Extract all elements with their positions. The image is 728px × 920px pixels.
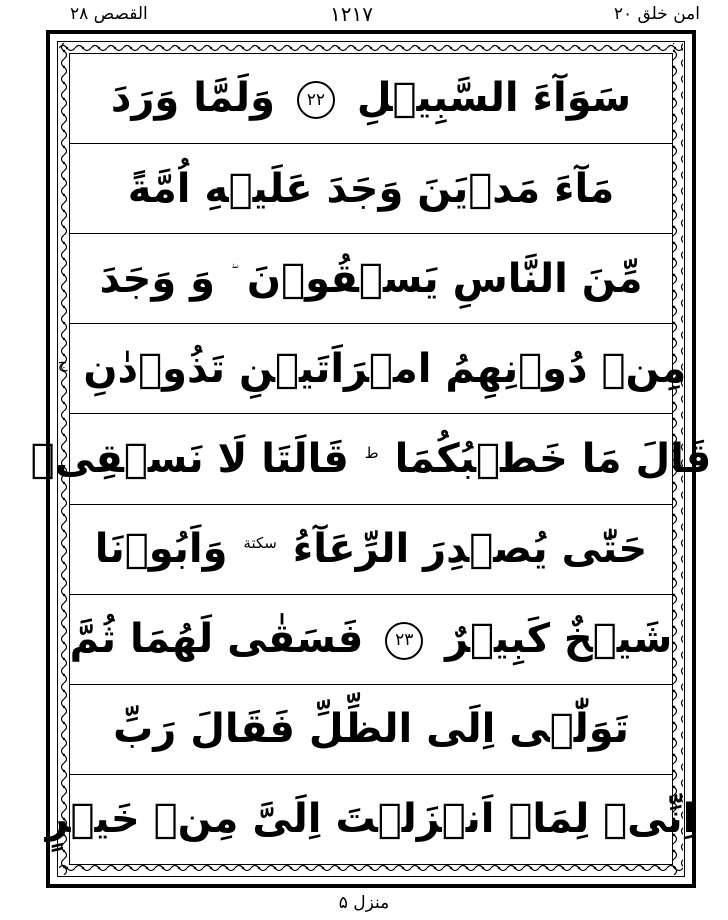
verse-line bbox=[70, 234, 672, 324]
line-text: شَيۡخٌ كَبِيۡرٌ bbox=[445, 615, 673, 662]
ayah-end-marker: ٢٢ bbox=[297, 81, 335, 119]
ayah-end-marker: ٢٣ bbox=[385, 622, 423, 660]
verse-lines bbox=[30, 53, 712, 865]
verse-line bbox=[70, 144, 672, 234]
line-text: سَوَآءَ السَّبِيۡلِ bbox=[356, 75, 632, 122]
verse-line bbox=[70, 595, 672, 685]
page-frame bbox=[30, 30, 712, 888]
waqf-sign: ط bbox=[364, 443, 379, 462]
line-text: مَآءَ مَدۡيَنَ وَجَدَ عَلَيۡهِ اُمَّةً bbox=[127, 165, 615, 212]
line-text: حَتّٰى يُصۡدِرَ الرِّعَآءُ bbox=[292, 526, 648, 573]
verse-line bbox=[70, 54, 672, 144]
line-text: مِّنَ النَّاسِ يَسۡقُوۡنَ bbox=[246, 255, 643, 302]
verse-line bbox=[70, 685, 672, 775]
surah-name: القصص ٢٨ bbox=[70, 4, 148, 24]
page-header bbox=[0, 0, 728, 30]
line-text: قَالَتَا لَا نَسۡقِىۡ bbox=[30, 435, 349, 482]
verse-line bbox=[70, 505, 672, 595]
juz-name: امن خلق ۲۰ bbox=[613, 4, 700, 24]
line-text: اِنِّىۡ لِمَاۤ اَنۡزَلۡتَ اِلَىَّ مِنۡ خَيۡرٍ bbox=[45, 796, 697, 843]
verse-line bbox=[57, 324, 687, 414]
manzil-label: منزل ۵ bbox=[338, 893, 390, 913]
line-text: قَالَ مَا خَطۡبُكُمَا bbox=[394, 435, 712, 482]
waqf-sign: ج bbox=[57, 353, 68, 372]
verse-line bbox=[45, 775, 697, 864]
line-text: وَ وَجَدَ bbox=[99, 255, 216, 302]
line-text: تَوَلّٰۤى اِلَى الظِّلِّ فَقَالَ رَبِّ bbox=[113, 706, 629, 753]
waqf-sign: سكتة bbox=[243, 533, 277, 552]
line-text: وَلَمَّا وَرَدَ bbox=[110, 75, 275, 122]
page-number: ١٢١٧ bbox=[330, 2, 373, 26]
line-text: وَاَبُوۡنَا bbox=[94, 526, 228, 573]
line-text: فَسَقٰى لَهُمَا ثُمَّ bbox=[69, 615, 364, 662]
line-text: مِنۡ دُوۡنِهِمُ امۡرَاَتَيۡنِ تَذُوۡدٰنِ bbox=[83, 345, 687, 392]
verse-line bbox=[30, 414, 712, 504]
